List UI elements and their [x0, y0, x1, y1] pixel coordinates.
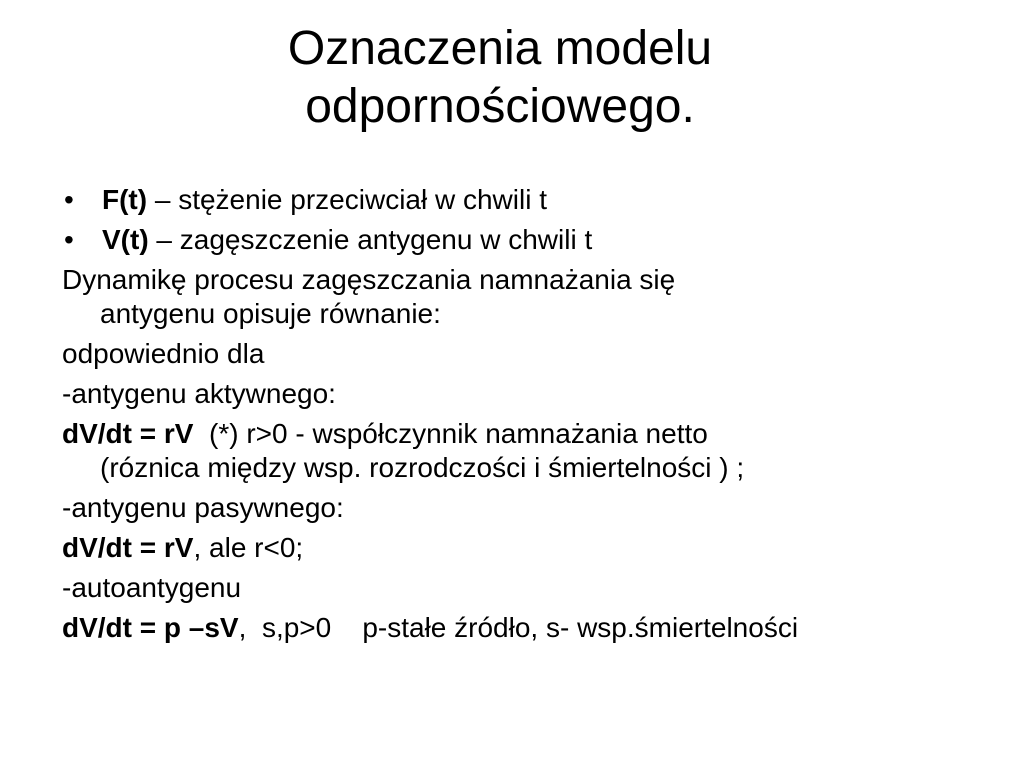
passive-equation-formula: dV/dt = rV [62, 532, 194, 563]
slide-body [62, 183, 1002, 651]
slide-title-line-2: odpornościowego. [305, 80, 695, 133]
autoantigen-label [62, 571, 1002, 605]
active-equation-desc-1: (*) r>0 - współczynnik namnażania netto [193, 418, 708, 449]
active-antigen-text: -antygenu aktywnego: [62, 378, 336, 409]
passive-equation-desc: , ale r<0; [193, 532, 304, 563]
autoantigen-equation [62, 611, 1002, 645]
autoantigen-equation-desc: , s,p>0 p-stałe źródło, s- wsp.śmiertelności [238, 612, 799, 643]
autoantigen-equation-formula: dV/dt = p –sV [62, 612, 239, 643]
slide-title [0, 20, 1000, 136]
bullet-term: F(t) [102, 184, 148, 215]
bullet-dot-icon: • [64, 224, 74, 255]
bullet-item-ft [62, 183, 1002, 217]
dynamics-line-1: Dynamikę procesu zagęszczania namnażania się [62, 264, 676, 295]
dynamics-line-2: antygenu opisuje równanie: [100, 298, 441, 329]
slide-title-line-1: Oznaczenia modelu [287, 22, 713, 75]
bullet-text: – zagęszczenie antygenu w chwili t [148, 224, 593, 255]
respectively-text: odpowiednio dla [62, 338, 265, 369]
dynamics-paragraph [62, 263, 1002, 331]
passive-antigen-text: -antygenu pasywnego: [62, 492, 344, 523]
active-equation-desc-2: (róznica między wsp. rozrodczości i śmiertelności ) ; [100, 452, 745, 483]
autoantigen-text: -autoantygenu [62, 572, 242, 603]
bullet-text: – stężenie przeciwciał w chwili t [147, 184, 547, 215]
active-antigen-label [62, 377, 1002, 411]
passive-antigen-equation [62, 531, 1002, 565]
active-antigen-equation [62, 417, 1002, 485]
bullet-item-vt [62, 223, 1002, 257]
respectively-paragraph [62, 337, 1002, 371]
active-equation-formula: dV/dt = rV [62, 418, 194, 449]
bullet-dot-icon: • [64, 184, 74, 215]
bullet-term: V(t) [102, 224, 149, 255]
passive-antigen-label [62, 491, 1002, 525]
